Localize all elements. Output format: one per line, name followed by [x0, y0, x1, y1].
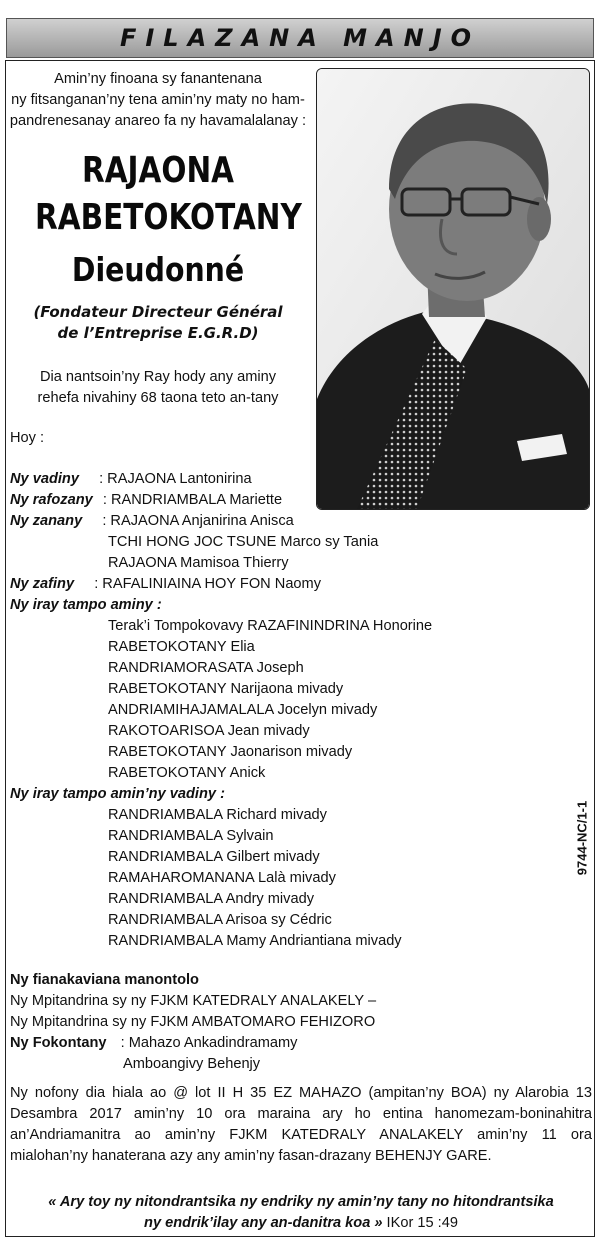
family-spouse [10, 469, 252, 490]
pastor-line-1: Ny Mpitandrina sy ny FJKM KATEDRALY ANALAKELY – [10, 993, 377, 1009]
list-item: RANDRIAMORASATA Joseph [108, 660, 304, 676]
deceased-surname-2: RABETOKOTANY [35, 197, 302, 238]
list-item: RANDRIAMBALA Andry mivady [108, 891, 315, 907]
intro-text [8, 69, 308, 132]
list-item: RANDRIAMBALA Sylvain [108, 828, 274, 844]
fokontany-value-2: Amboangivy Behenjy [123, 1056, 261, 1072]
list-item: RANDRIAMBALA Gilbert mivady [108, 849, 320, 865]
family-spouse-siblings-heading: Ny iray tampo amin’ny vadiny : [10, 786, 225, 802]
quote-line-2: ny endrik’ilay any an-danitra koa » [144, 1215, 383, 1231]
deceased-role [8, 302, 308, 344]
role-line: de l’Entreprise E.G.R.D) [57, 324, 259, 342]
list-item: RAJAONA Mamisoa Thierry [108, 555, 289, 571]
list-item: Terak’i Tompokovavy RAZAFININDRINA Honorine [108, 618, 433, 634]
family-in-laws [10, 490, 282, 511]
quote-line-1: « Ary toy ny nitondrantsika ny endriky ny amin’ny tany no hitondrantsika [48, 1194, 554, 1210]
children-label: Ny zanany [10, 513, 83, 529]
list-item: RABETOKOTANY Anick [108, 765, 266, 781]
list-item: RANDRIAMBALA Richard mivady [108, 807, 327, 823]
quote-source: IKor 15 :49 [386, 1215, 458, 1231]
intro-line: Amin’ny finoana sy fanantenana [54, 71, 262, 87]
fokontany-label: Ny Fokontany [10, 1035, 107, 1051]
list-item: RANDRIAMBALA Mamy Andriantiana mivady [108, 933, 402, 949]
deceased-portrait [316, 68, 590, 510]
family-children [10, 511, 294, 532]
spouse-value: : RAJAONA Lantonirina [99, 471, 252, 487]
scripture-quote [10, 1192, 592, 1234]
spouse-label: Ny vadiny [10, 471, 79, 487]
siblings-label: Ny iray tampo aminy [10, 597, 153, 613]
list-item: RABETOKOTANY Narijaona mivady [108, 681, 344, 697]
list-item: RANDRIAMBALA Arisoa sy Cédric [108, 912, 332, 928]
list-item: RAMAHAROMANANA Lalà mivady [108, 870, 336, 886]
spouse-siblings-label: Ny iray tampo amin’ny vadiny [10, 786, 217, 802]
grandchildren-label: Ny zafiny [10, 576, 75, 592]
list-item: RAKOTOARISOA Jean mivady [108, 723, 310, 739]
funeral-notice: Ny nofony dia hiala ao @ lot II H 35 EZ MAHAZO (ampitan’ny BOA) ny Alarobia 13 Desambra 2017 amin’ny 10 ora maraina ary ho entina hanomezam-boninahitra an’Andriamanitra ao amin’ny FJKM KATEDRALY ANALAKELY amin’ny 11 ora mialohan’ny hanaterana azy any amin’ny fasan-drazany BEHENJY GARE. [10, 1085, 592, 1164]
family-grandchildren [10, 574, 321, 595]
in-laws-value: : RANDRIAMBALA Mariette [102, 492, 283, 508]
intro-line: pandrenesanay anareo fa ny havamalalanay : [9, 113, 307, 129]
deceased-first-name: Dieudonné [71, 250, 245, 289]
grandchildren-value: : RAFALINIAINA HOY FON Naomy [94, 576, 322, 592]
reference-code: 9744-NC/1-1 [574, 800, 590, 876]
pastor-line-2: Ny Mpitandrina sy ny FJKM AMBATOMARO FEHIZORO [10, 1014, 376, 1030]
list-item: ANDRIAMIHAJAMALALA Jocelyn mivady [108, 702, 378, 718]
announcement-header [6, 18, 594, 58]
portrait-illustration [317, 69, 589, 509]
list-item: TCHI HONG JOC TSUNE Marco sy Tania [108, 534, 379, 550]
family-siblings-heading: Ny iray tampo aminy : [10, 597, 162, 613]
header-title: FILAZANA MANJO [119, 24, 481, 52]
death-line: rehefa nivahiny 68 taona teto an-tany [37, 390, 279, 406]
deceased-surname: RAJAONA [81, 150, 235, 191]
whole-family: Ny fianakaviana manontolo [10, 972, 199, 988]
list-item: RABETOKOTANY Elia [108, 639, 255, 655]
death-notice [8, 367, 308, 409]
children-value: : RAJAONA Anjanirina Anisca [102, 513, 294, 529]
list-item: RABETOKOTANY Jaonarison mivady [108, 744, 353, 760]
hoy-text: Hoy : [10, 430, 45, 446]
fokontany-value: : Mahazo Ankadindramamy [120, 1035, 298, 1051]
role-line: (Fondateur Directeur Général [33, 303, 283, 321]
in-laws-label: Ny rafozany [10, 492, 93, 508]
death-line: Dia nantsoin’ny Ray hody any aminy [39, 369, 277, 385]
intro-line: ny fitsanganan’ny tena amin’ny maty no ham- [11, 92, 305, 108]
fokontany-line [10, 1033, 297, 1054]
